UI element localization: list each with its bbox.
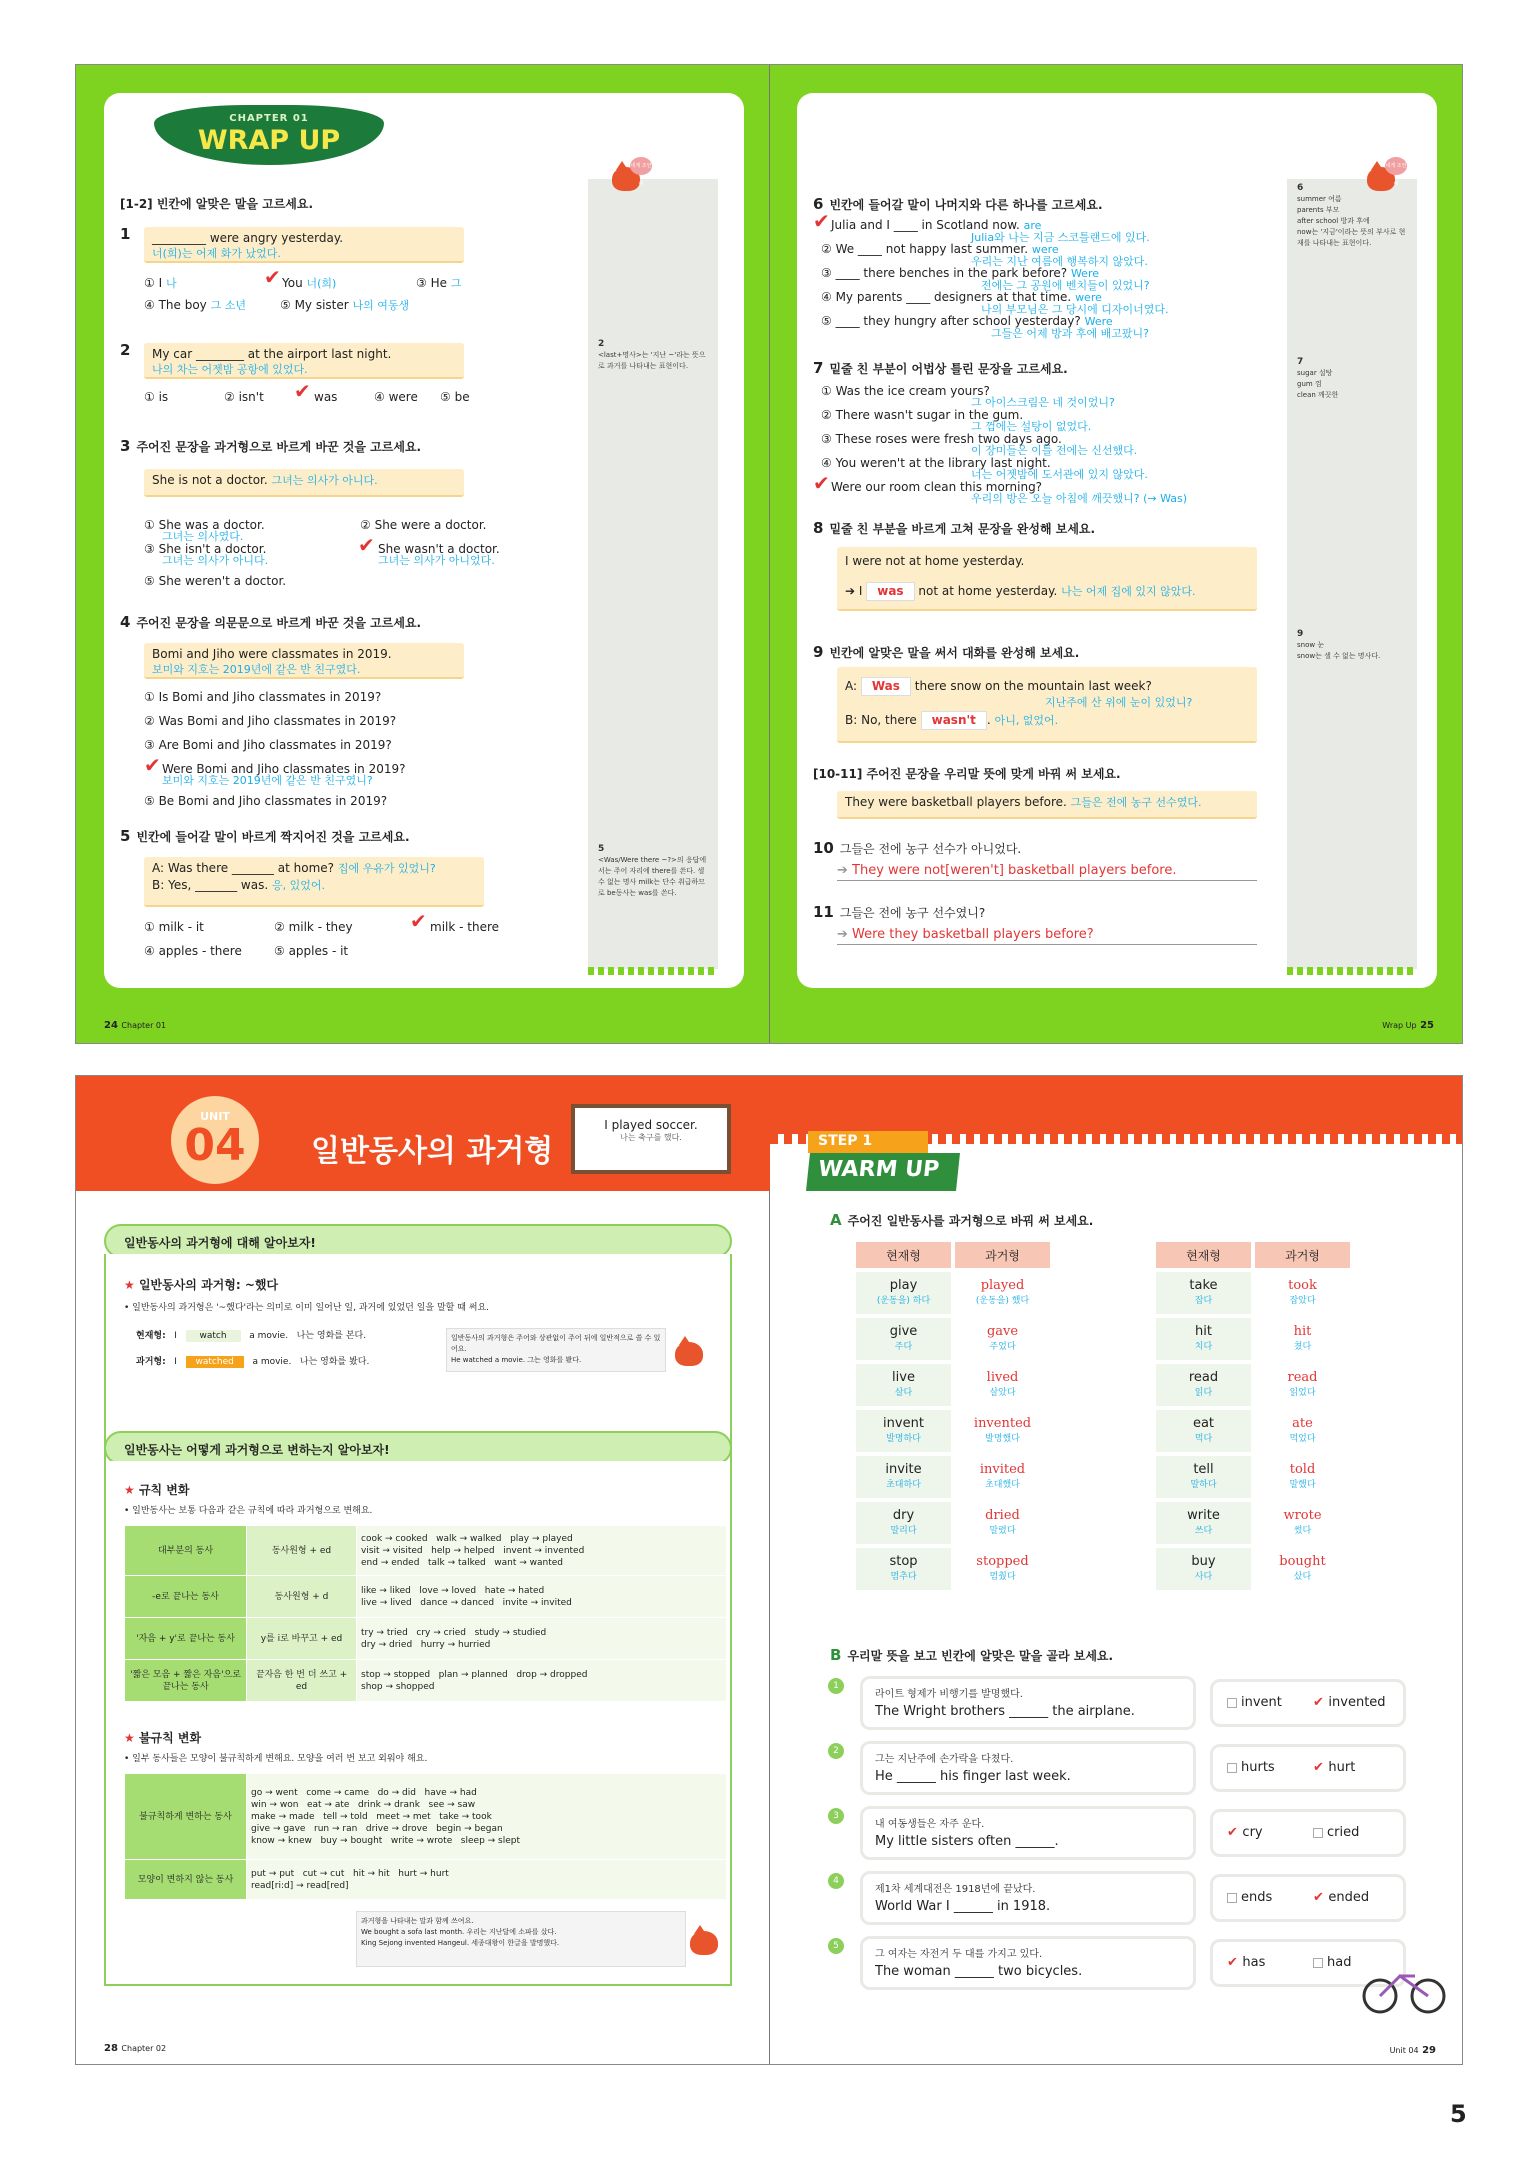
q2-option-3[interactable]: was: [314, 390, 338, 404]
side-zigzag: [588, 967, 718, 975]
irregular-note: 과거형을 나타내는 말과 함께 쓰여요. We bought a sofa last month. 우리는 지난달에 소파를 샀다. King Sejong invented Hangeul. 세종대왕이 한글을 발명했다.: [356, 1911, 686, 1967]
q3-option-4[interactable]: She wasn't a doctor. 그녀는 의사가 아니었다.: [378, 542, 500, 567]
q3-option-1[interactable]: ① She was a doctor. 그녀는 의사였다.: [144, 518, 265, 543]
b-item-5: 그 여자는 자전거 두 대를 가지고 있다. The woman ______ two bicycles.: [860, 1936, 1196, 1990]
section-1-header: 일반동사의 과거형에 대해 알아보자!: [104, 1224, 732, 1258]
table-row: play (운동을) 하다 played (운동을) 했다: [856, 1272, 1050, 1314]
page-29: [770, 1076, 1463, 2065]
table-row: write 쓰다 wrote 썼다: [1156, 1502, 1350, 1544]
option-had[interactable]: had: [1313, 1955, 1351, 1970]
q2-option-2[interactable]: ② isn't: [224, 390, 264, 404]
q4-sentence: Bomi and Jiho were classmates in 2019.: [152, 647, 392, 661]
b-item-number: 1: [828, 1678, 844, 1694]
q1-sentence: _________ were angry yesterday.: [152, 231, 344, 245]
q7-option-4[interactable]: ④ You weren't at the library last night. 너는 어젯밤에 도서관에 있지 않았다.: [821, 456, 1148, 481]
q6-option-4[interactable]: ④ My parents ____ designers at that time. were 나의 부모님은 그 당시에 디자이너였다.: [821, 290, 1169, 316]
q6-option-2[interactable]: ② We ____ not happy last summer. were 우리는 지난 여름에 행복하지 않았다.: [821, 242, 1148, 268]
section-b-heading: B 우리말 뜻을 보고 빈칸에 알맞은 말을 골라 보세요.: [830, 1646, 1114, 1664]
q11-question: 11 그들은 전에 농구 선수였니?: [813, 903, 986, 921]
q5-box: A: Was there _______ at home? 집에 우유가 있었니? B: Yes, _______ was. 응, 있었어.: [144, 857, 484, 907]
table-row: '자음 + y'로 끝나는 동사 y를 i로 바꾸고 + ed try → tried cry → cried study → studied dry → dried hurry → hurried: [125, 1618, 727, 1660]
desc-past: • 일반동사의 과거형은 '~했다'라는 의미로 이미 일어난 일, 과거에 있었던 일을 말할 때 써요.: [124, 1303, 490, 1313]
step-label: STEP 1: [808, 1131, 928, 1153]
wrap-up-banner: [154, 105, 384, 165]
check-icon: ✔: [410, 909, 427, 933]
b-item-number: 4: [828, 1873, 844, 1889]
sheet-page-number: 5: [1450, 2100, 1467, 2128]
q5-option-2[interactable]: ② milk - they: [274, 920, 353, 934]
q7-option-1[interactable]: ① Was the ice cream yours? 그 아이스크림은 네 것이었니?: [821, 384, 1115, 409]
table-row: 모양이 변하지 않는 동사 put → put cut → cut hit → hit hurt → hurt read[ri:d] → read[red]: [125, 1860, 727, 1900]
q8-question: 8 밑줄 친 부분을 바르게 고쳐 문장을 완성해 보세요.: [813, 519, 1096, 537]
side-note-2: 2 <last+명사>는 '지난 ~'라는 뜻으로 과거를 나타내는 표현이다.: [598, 339, 706, 370]
q2-sentence: My car ________ at the airport last night.: [152, 347, 392, 361]
page-24: [76, 65, 769, 1043]
q1-option-1[interactable]: ① I 나: [144, 276, 177, 290]
unit-04-spread: [75, 1075, 1463, 2065]
option-invented[interactable]: ✔ invented: [1313, 1695, 1386, 1710]
unit-title: 일반동사의 과거형: [311, 1134, 554, 1169]
q5-option-4[interactable]: ④ apples - there: [144, 944, 242, 958]
q7-question: 7 밑줄 친 부분이 어법상 틀린 문장을 고르세요.: [813, 359, 1068, 377]
b-options-4: [1210, 1874, 1406, 1922]
left-card: [104, 93, 744, 988]
q4-option-2[interactable]: ② Was Bomi and Jiho classmates in 2019?: [144, 714, 397, 728]
page-number-28: 28 Chapter 02: [104, 2043, 167, 2054]
q1-korean: 너(희)는 어제 화가 났었다.: [152, 247, 281, 260]
q1-option-5[interactable]: ⑤ My sister 나의 여동생: [280, 298, 410, 312]
unit-badge: [171, 1096, 259, 1184]
page-25: [769, 65, 1462, 1043]
table-row: -e로 끝나는 동사 동사원형 + d like → liked love → loved hate → hated live → lived dance → danced invite → invited: [125, 1576, 727, 1618]
check-icon: ✔: [358, 533, 375, 557]
page-number-24: 24 Chapter 01: [104, 1020, 167, 1031]
q10-answer-line[interactable]: ➔ They were not[weren't] basketball players before.: [837, 863, 1257, 881]
q7-option-2[interactable]: ② There wasn't sugar in the gum. 그 껌에는 설탕이 없었다.: [821, 408, 1092, 433]
q1-option-2[interactable]: You 너(희): [282, 276, 337, 290]
step-badge: [808, 1131, 958, 1193]
check-icon: ✔: [264, 265, 281, 289]
check-icon: ✔: [813, 471, 830, 495]
fox-mascot-icon: 네게 조언해: [608, 157, 652, 195]
q1-option-3[interactable]: ③ He 그: [416, 276, 462, 290]
q2-option-4[interactable]: ④ were: [374, 390, 418, 404]
table-row: take 잡다 took 잡았다: [1156, 1272, 1350, 1314]
b-options-3: [1210, 1809, 1406, 1857]
q10-11-box: They were basketball players before. 그들은 전에 농구 선수였다.: [837, 791, 1257, 819]
option-ended[interactable]: ✔ ended: [1313, 1890, 1370, 1905]
q5-question: 5 빈칸에 들어갈 말이 바르게 짝지어진 것을 고르세요.: [120, 827, 410, 845]
q4-option-5[interactable]: ⑤ Be Bomi and Jiho classmates in 2019?: [144, 794, 388, 808]
table-row: 불규칙하게 변하는 동사 go → went come → came do → did have → had win → won eat → ate drink → drank see → saw make → made tell → told meet → met take → took give → gave run → ran drive → drove begin → began know → knew buy → bought write → wrote sleep → slept: [125, 1774, 727, 1860]
q9-question: 9 빈칸에 알맞은 말을 써서 대화를 완성해 보세요.: [813, 643, 1080, 661]
option-hurt[interactable]: ✔ hurt: [1313, 1760, 1356, 1775]
q8-box: I were not at home yesterday. ➔ I was not at home yesterday. 나는 어제 집에 있지 않았다.: [837, 547, 1257, 611]
b-item-1: 라이트 형제가 비행기를 발명했다. The Wright brothers ______ the airplane.: [860, 1676, 1196, 1730]
fox-mascot-icon: [686, 1921, 730, 1959]
past-note: 일반동사의 과거형은 주어와 상관없이 주어 뒤에 일반적으로 쓸 수 있어요. He watched a movie. 그는 영화를 봤다.: [446, 1328, 666, 1372]
b-item-3: 내 여동생들은 자주 운다. My little sisters often ______.: [860, 1806, 1196, 1860]
desc-regular: • 일반동사는 보통 다음과 같은 규칙에 따라 과거형으로 변해요.: [124, 1506, 373, 1516]
table-row: give 주다 gave 주었다: [856, 1318, 1050, 1360]
wrap-up-title: WRAP UP: [197, 125, 341, 156]
check-icon: ✔: [144, 753, 161, 777]
sub-heading-regular: ★ 규칙 변화: [124, 1483, 190, 1497]
q10-11-instruction: [10-11] 주어진 문장을 우리말 뜻에 맞게 바꿔 써 보세요.: [813, 767, 1121, 781]
q9-answer-b[interactable]: wasn't: [921, 711, 987, 730]
sub-heading-past: ★ 일반동사의 과거형: ~했다: [124, 1278, 279, 1292]
verb-table-left: 현재형 과거형 play (운동을) 하다 played (운동을) 했다 give 주다 gave 주었다 live 살다 lived 살았다 invent 발명하다 invented 발명했다 invite 초대하다 invited 초대했다 dry 말리다 dried 말렸다 stop 멈추다 stopped 멈췄다: [852, 1238, 1054, 1594]
table-row: invite 초대하다 invited 초대했다: [856, 1456, 1050, 1498]
table-row: hit 치다 hit 쳤다: [1156, 1318, 1350, 1360]
section-2-box: [104, 1461, 732, 1986]
table-row: invent 발명하다 invented 발명했다: [856, 1410, 1050, 1452]
option-ends[interactable]: ends: [1227, 1890, 1272, 1905]
q4-option-1[interactable]: ① Is Bomi and Jiho classmates in 2019?: [144, 690, 382, 704]
q2-korean: 나의 차는 어젯밤 공항에 있었다.: [152, 363, 308, 376]
side-note-7: 7 sugar 설탕 gum 껌 clean 깨끗한: [1297, 357, 1339, 399]
table-row: '짧은 모음 + 짧은 자음'으로 끝나는 동사 끝자음 한 번 더 쓰고 + ed stop → stopped plan → planned drop → dropped shop → shopped: [125, 1660, 727, 1702]
q7-option-5[interactable]: Were our room clean this morning? 우리의 방은 오늘 아침에 깨끗했니? (→ Was): [831, 480, 1188, 505]
q2-box: [144, 343, 464, 379]
b-item-4: 제1차 세계대전은 1918년에 끝났다. World War I ______ in 1918.: [860, 1871, 1196, 1925]
q10-question: 10 그들은 전에 농구 선수가 아니었다.: [813, 839, 1022, 857]
q4-option-4[interactable]: Were Bomi and Jiho classmates in 2019? 보미와 지호는 2019년에 같은 반 친구였니?: [162, 762, 406, 787]
q11-answer-line[interactable]: ➔ Were they basketball players before?: [837, 927, 1257, 945]
b-options-1: [1210, 1679, 1406, 1727]
unit-number: 04: [184, 1120, 246, 1171]
page-number-29: Unit 04 29: [1389, 2045, 1436, 2056]
table-row: buy 사다 bought 샀다: [1156, 1548, 1350, 1590]
table-row: 대부분의 동사 동사원형 + ed cook → cooked walk → walked play → played visit → visited help → helped invent → invented end → ended talk → talked want → wanted: [125, 1526, 727, 1576]
fox-mascot-icon: [671, 1332, 715, 1370]
fox-mascot-icon: 네게 조언해: [1363, 157, 1407, 195]
page-number-25: Wrap Up 25: [1382, 1020, 1434, 1031]
q5-option-5[interactable]: ⑤ apples - it: [274, 944, 349, 958]
q1-box: [144, 227, 464, 263]
unit-label: UNIT: [200, 1110, 230, 1123]
option-cry[interactable]: ✔ cry: [1227, 1825, 1263, 1840]
right-side-notes: [1287, 163, 1417, 969]
b-item-number: 2: [828, 1743, 844, 1759]
bicycle-icon: [1360, 1956, 1450, 2016]
chapter-label: CHAPTER 01: [229, 113, 309, 124]
section-2-header: 일반동사는 어떻게 과거형으로 변하는지 알아보자!: [104, 1431, 732, 1465]
q8-answer[interactable]: was: [866, 582, 914, 601]
q4-box: [144, 643, 464, 679]
past-example: 과거형: I watched a movie. 나는 영화를 봤다.: [136, 1357, 370, 1367]
side-note-6: 6 summer 여름 parents 부모 after school 방과 후에 now는 '지금'이라는 뜻의 부사로 현재를 나타내는 표현이다.: [1297, 183, 1406, 247]
q3-box: She is not a doctor. 그녀는 의사가 아니다.: [144, 469, 464, 497]
option-hurts[interactable]: hurts: [1227, 1760, 1275, 1775]
present-example: 현재형: I watch a movie. 나는 영화를 본다.: [136, 1331, 367, 1341]
section-a-heading: A 주어진 일반동사를 과거형으로 바꿔 써 보세요.: [830, 1211, 1094, 1229]
table-row: dry 말리다 dried 말렸다: [856, 1502, 1050, 1544]
side-note-5: 5 <Was/Were there ~?>의 응답에서는 주어 자리에 there를 쓴다. 셀 수 없는 명사 milk는 단수 취급하므로 be동사는 was를 쓴다.: [598, 844, 707, 897]
q6-option-1[interactable]: Julia and I ____ in Scotland now. are Julia와 나는 지금 스코틀랜드에 있다.: [831, 218, 1150, 244]
table-row: tell 말하다 told 말했다: [1156, 1456, 1350, 1498]
q9-answer-a[interactable]: Was: [861, 677, 911, 696]
right-card: [797, 93, 1437, 988]
q3-option-5[interactable]: ⑤ She weren't a doctor.: [144, 574, 287, 588]
q2-number: 2: [120, 341, 131, 359]
check-icon: ✔: [294, 379, 311, 403]
q3-option-2[interactable]: ② She were a doctor.: [360, 518, 487, 532]
wrap-up-spread: [75, 64, 1463, 1044]
option-cried[interactable]: cried: [1313, 1825, 1359, 1840]
example-sign: I played soccer. 나는 축구를 했다.: [571, 1104, 731, 1174]
q6-question: 6 빈칸에 들어갈 말이 나머지와 다른 하나를 고르세요.: [813, 195, 1103, 213]
irregular-table: [124, 1773, 727, 1900]
q5-option-1[interactable]: ① milk - it: [144, 920, 204, 934]
warm-up-title: WARM UP: [806, 1153, 960, 1191]
instruction-1-2: [1-2] 빈칸에 알맞은 말을 고르세요.: [120, 197, 314, 211]
q1-number: 1: [120, 225, 131, 243]
q4-question: 4 주어진 문장을 의문문으로 바르게 바꾼 것을 고르세요.: [120, 613, 422, 631]
q3-option-3[interactable]: ③ She isn't a doctor. 그녀는 의사가 아니다.: [144, 542, 269, 567]
q4-korean: 보미와 지호는 2019년에 같은 반 친구였다.: [152, 663, 361, 676]
b-options-2: [1210, 1744, 1406, 1792]
q7-option-3[interactable]: ③ These roses were fresh two days ago. 이 장미들은 이틀 전에는 신선했다.: [821, 432, 1138, 457]
table-row: eat 먹다 ate 먹었다: [1156, 1410, 1350, 1452]
table-row: stop 멈추다 stopped 멈췄다: [856, 1548, 1050, 1590]
b-item-number: 3: [828, 1808, 844, 1824]
side-zigzag: [1287, 967, 1417, 975]
left-side-notes: [588, 163, 718, 969]
side-note-9: 9 snow 눈 snow는 셀 수 없는 명사다.: [1297, 629, 1381, 660]
q1-option-4[interactable]: ④ The boy 그 소년: [144, 298, 246, 312]
q9-box: A: Was there snow on the mountain last week? 지난주에 산 위에 눈이 있었니? B: No, there wasn't . 아니, 없었어.: [837, 667, 1257, 743]
regular-rules-table: [124, 1525, 727, 1702]
q2-option-1[interactable]: ① is: [144, 390, 169, 404]
q5-option-3[interactable]: milk - there: [430, 920, 500, 934]
option-has[interactable]: ✔ has: [1227, 1955, 1266, 1970]
table-row: read 읽다 read 읽었다: [1156, 1364, 1350, 1406]
verb-table-right: 현재형 과거형 take 잡다 took 잡았다 hit 치다 hit 쳤다 read 읽다 read 읽었다 eat 먹다 ate 먹었다 tell 말하다 told 말했다 write 쓰다 wrote 썼다 buy 사다 bought 샀다: [1152, 1238, 1354, 1594]
sub-heading-irregular: ★ 불규칙 변화: [124, 1731, 202, 1745]
option-invent[interactable]: invent: [1227, 1695, 1282, 1710]
q6-option-5[interactable]: ⑤ ____ they hungry after school yesterday? Were 그들은 어제 방과 후에 배고팠니?: [821, 314, 1149, 340]
q4-option-3[interactable]: ③ Are Bomi and Jiho classmates in 2019?: [144, 738, 392, 752]
q6-option-3[interactable]: ③ ____ there benches in the park before? Were 전에는 그 공원에 벤치들이 있었니?: [821, 266, 1150, 292]
b-item-2: 그는 지난주에 손가락을 다쳤다. He ______ his finger last week.: [860, 1741, 1196, 1795]
check-icon: ✔: [813, 209, 830, 233]
desc-irregular: • 일부 동사들은 모양이 불규칙하게 변해요. 모양을 여러 번 보고 외워야 해요.: [124, 1754, 428, 1764]
q2-option-5[interactable]: ⑤ be: [440, 390, 470, 404]
q3-question: 3 주어진 문장을 과거형으로 바르게 바꾼 것을 고르세요.: [120, 437, 422, 455]
b-item-number: 5: [828, 1938, 844, 1954]
table-row: live 살다 lived 살았다: [856, 1364, 1050, 1406]
